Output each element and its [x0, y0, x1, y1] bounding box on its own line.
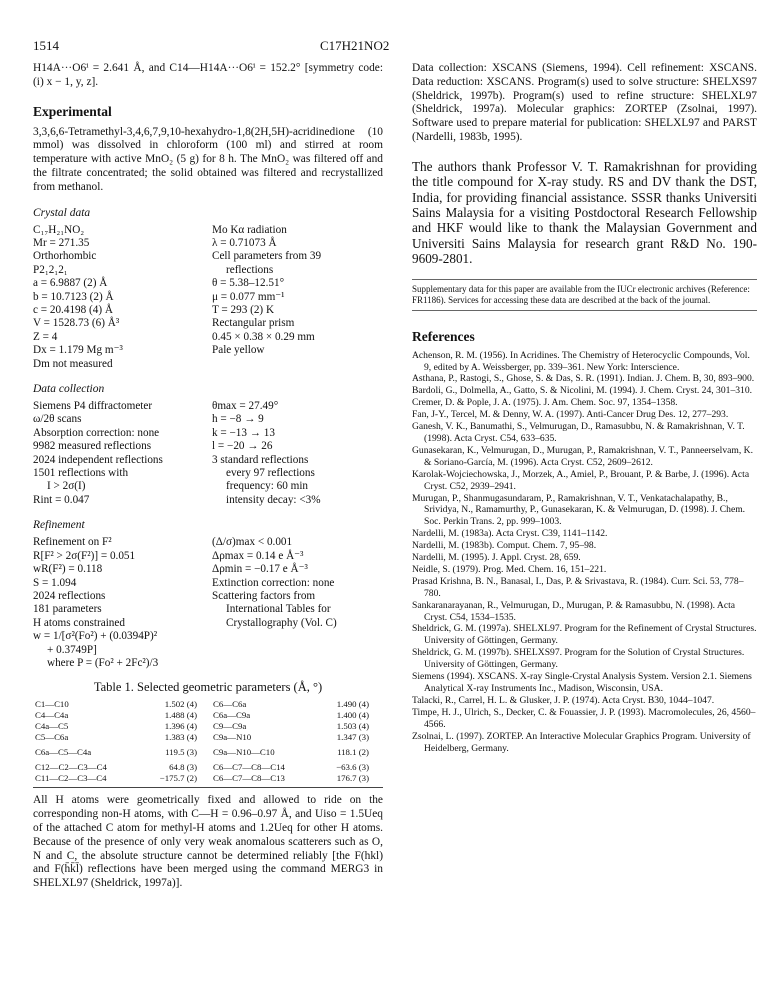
reference-item: Gunasekaran, K., Velmurugan, D., Murugan, P., Ramakrishnan, V. T., Panneerselvam, K. & Soriano-García, M. (1996). Acta Cryst. C52, 2609–2612. [412, 444, 753, 468]
param-line: T = 293 (2) K [212, 304, 275, 317]
param-line: a = 6.9887 (2) Å [33, 277, 108, 290]
reference-item: Nardelli, M. (1983b). Comput. Chem. 7, 95–98. [412, 540, 597, 552]
table-cell: 64.8 (3) [169, 762, 198, 773]
reference-item: Talacki, R., Carrel, H. L. & Glusker, J. P. (1974). Acta Cryst. B30, 1044–1047. [412, 694, 715, 706]
refinement-heading: Refinement [33, 519, 85, 532]
param-line: International Tables for [226, 603, 331, 616]
table-row [33, 732, 383, 743]
table-cell: 1.488 (4) [164, 710, 198, 721]
right-column [412, 62, 757, 754]
table-cell: 1.400 (4) [336, 710, 369, 721]
experimental-text: 3,3,6,6-Tetramethyl-3,4,6,7,9,10-hexahydro-1,8(2H,5H)-acridinedione (10 mmol) was dissolved in chloroform (100 ml) and stirred at room temperature with active MnO₂ (5 g) for 8 h. The MnO₂ was filtered off and the filtrate concentrated; the solid obtained was filtered and recrystallized from methanol. [33, 125, 383, 193]
param-line [212, 644, 383, 657]
table-cell: 1.383 (4) [164, 732, 198, 743]
reference-item: Achenson, R. M. (1956). In Acridines. The Chemistry of Heterocyclic Compounds, Vol. 9, edited by A. Weissberger, pp. 339–361. New York: Interscience. [412, 349, 750, 373]
table-cell: C6a—C9a [213, 710, 251, 721]
param-line: b = 10.7123 (2) Å [33, 290, 114, 303]
table-rule [33, 787, 383, 788]
param-line: Extinction correction: none [212, 576, 335, 589]
param-line: wR(F²) = 0.118 [33, 563, 103, 576]
table-cell: C6—C7—C8—C14 [213, 762, 285, 773]
reference-item: Sheldrick, G. M. (1997b). SHELXS97. Program for the Solution of Crystal Structures. University of Göttingen, Germany. [412, 647, 745, 671]
param-line: 9982 measured reflections [33, 440, 152, 453]
reference-item: Nardelli, M. (1983a). Acta Cryst. C39, 1141–1142. [412, 528, 608, 540]
param-line: Siemens P4 diffractometer [33, 400, 153, 413]
param-line: Scattering factors from [212, 589, 316, 602]
param-line: S = 1.094 [33, 576, 77, 589]
table-cell: 1.502 (4) [164, 699, 198, 710]
table-cell: C9a—N10 [213, 732, 252, 743]
param-line: Δρmin = −0.17 e Å⁻³ [212, 563, 308, 576]
param-line: k = −13 → 13 [212, 426, 275, 439]
reference-item: Karolak-Wojciechowska, J., Morzek, A., Amiel, P., Brouant, P. & Barbe, J. (1996). Acta Cryst. C52, 2939–2941. [412, 468, 750, 492]
param-line: frequency: 60 min [226, 480, 309, 493]
table-cell: C6a—C5—C4a [35, 747, 92, 758]
table-row [33, 710, 383, 721]
crystal-data-heading: Crystal data [33, 206, 91, 219]
table-row [33, 699, 383, 710]
acknowledgement: The authors thank Professor V. T. Ramakrishnan for providing the title compound for X-ray study. RS and DV thank the DST, India, for providing financial assistance. SSSR thanks Universiti Sains Malaysia for a visiting Postdoctoral Research Fellowship and HKF would like to thank the Malaysian Government and Universiti Sains Malaysia for research grant R&D No. 190-9609-2801. [412, 158, 757, 267]
table-row [33, 758, 383, 773]
table-cell: C9—C9a [213, 721, 247, 732]
reference-item: Asthana, P., Rastogi, S., Ghose, S. & Das, S. R. (1991). Indian. J. Chem. B, 30, 893–900. [412, 373, 755, 385]
reference-item: Murugan, P., Shanmugasundaram, P., Ramakrishnan, V. T., Venkatachalapathy, B., Srividya, N., Ramamurthy, P., Gunasekaran, K. & Velmurugan, D. (1998). J. Chem. Soc. Perkin Trans. 2, pp. 999–1003. [412, 492, 746, 528]
param-line: Cell parameters from 39 [212, 250, 322, 263]
param-line: Refinement on F² [33, 536, 112, 549]
param-line: (Δ/σ)max < 0.001 [212, 536, 293, 549]
param-line: 0.45 × 0.38 × 0.29 mm [212, 330, 315, 343]
reference-item: Sankaranarayanan, R., Velmurugan, D., Murugan, P. & Ramasubbu, N. (1998). Acta Cryst. C54, 1534–1535. [412, 599, 736, 623]
param-line: every 97 reflections [226, 467, 315, 480]
param-line: Rectangular prism [212, 317, 295, 330]
table-row [33, 773, 383, 784]
param-line: c = 20.4198 (4) Å [33, 304, 113, 317]
param-line [212, 630, 383, 643]
param-line: Pale yellow [212, 344, 265, 357]
param-line: reflections [226, 263, 274, 276]
table-row [33, 743, 383, 758]
table-cell: −175.7 (2) [159, 773, 198, 784]
param-line: C₁₇H₂₁NO₂ [33, 223, 85, 236]
param-line: w = 1/[σ²(Fo²) + (0.0394P)² [33, 630, 158, 643]
param-line: Dx = 1.179 Mg m⁻³ [33, 344, 123, 357]
reference-item: Fan, J-Y., Tercel, M. & Denny, W. A. (1997). Anti-Cancer Drug Des. 12, 277–293. [412, 409, 729, 421]
param-line: H atoms constrained [33, 616, 125, 629]
param-line: h = −8 → 9 [212, 413, 264, 426]
crystal-data-grid [33, 224, 383, 371]
param-line: Dm not measured [33, 357, 113, 370]
table-cell: C11—C2—C3—C4 [35, 773, 107, 784]
param-line: 3 standard reflections [212, 453, 309, 466]
param-line: 2024 independent reflections [33, 453, 163, 466]
reference-item: Neidle, S. (1979). Prog. Med. Chem. 16, 151–221. [412, 563, 607, 575]
experimental-heading: Experimental [33, 103, 112, 119]
param-line: Mo Kα radiation [212, 223, 287, 236]
reference-item: Sheldrick, G. M. (1997a). SHELXL97. Program for the Refinement of Crystal Structures. University of Göttingen, Germany. [412, 623, 757, 647]
reference-item: Timpe, H. J., Ulrich, S., Decker, C. & Fouassier, J. P. (1993). Macromolecules, 26, 4560–4566. [412, 706, 756, 730]
table-cell: C1—C10 [35, 699, 69, 710]
param-line: 1501 reflections with [33, 467, 129, 480]
param-line: μ = 0.077 mm⁻¹ [212, 290, 285, 303]
geometry-table [33, 699, 383, 784]
param-line: l = −20 → 26 [212, 440, 273, 453]
reference-item: Prasad Krishna, B. N., Banasal, I., Das, P. & Srivastava, R. (1984). Curr. Sci. 53, 778–780. [412, 575, 744, 599]
table-cell: −63.6 (3) [336, 762, 369, 773]
table-title: Table 1. Selected geometric parameters (Å, °) [93, 680, 323, 695]
left-column [33, 62, 383, 891]
param-line: where P = (Fo² + 2Fc²)/3 [47, 656, 159, 669]
intro-text: H14A···O6ⁱ = 2.641 Å, and C14—H14A···O6ⁱ = 152.2° [symmetry code: (i) x − 1, y, z]. [33, 62, 383, 88]
table-cell: C5—C6a [35, 732, 69, 743]
running-head: C17H21NO2 [320, 38, 390, 53]
supplementary-note: Supplementary data for this paper are available from the IUCr electronic archives (Reference: FR1186). Services for accessing these data are described at the back of the journal. [412, 279, 757, 311]
table-cell: C6—C7—C8—C13 [213, 773, 285, 784]
param-line: 2024 reflections [33, 589, 106, 602]
param-line: Δρmax = 0.14 e Å⁻³ [212, 549, 304, 562]
reference-item: Bardoli, G., Dolmella, A., Gatto, S. & Nicolini, M. (1994). J. Chem. Cryst. 24, 301–310. [412, 385, 753, 397]
param-line: λ = 0.71073 Å [212, 236, 277, 249]
table-cell: 1.490 (4) [336, 699, 369, 710]
param-line: I > 2σ(I) [47, 480, 86, 493]
param-line: intensity decay: <3% [226, 493, 321, 506]
param-line: Crystallography (Vol. C) [226, 616, 337, 629]
reference-item: Cremer, D. & Pople, J. A. (1975). J. Am. Chem. Soc. 97, 1354–1358. [412, 397, 678, 409]
references-list [412, 350, 757, 755]
reference-item: Zsolnai, L. (1997). ZORTEP. An Interactive Molecular Graphics Program. University of Heidelberg, Germany. [412, 730, 751, 754]
table-cell: C4—C4a [35, 710, 69, 721]
closing-text: All H atoms were geometrically fixed and allowed to ride on the corresponding non-H atoms, with C—H = 0.96–0.97 Å, and Uiso = 1.5Ueq of the attached C atom for methyl-H atoms and 1.2Ueq for other H atoms. Because of the presence of only very weak anomalous scatterers such as O, N and C, the absolute structure cannot be determined reliably [the F(hkl) and F(h̄k̄l̄) reflections have been merged using the command MERG3 in SHELXL97 (Sheldrick, 1997a)]. [33, 794, 383, 890]
table-cell: 1.503 (4) [336, 721, 369, 732]
reference-item: Ganesh, V. K., Banumathi, S., Velmurugan, D., Ramasubbu, N. & Ramakrishnan, V. T. (1998). Acta Cryst. C54, 633–635. [412, 421, 745, 444]
data-collection-text: Data collection: XSCANS (Siemens, 1994). Cell refinement: XSCANS. Data reduction: XSCANS. Program(s) used to solve structure: SHELXS97 (Sheldrick, 1997b). Program(s) used to refine structure: SHELXL97 (Sheldrick, 1997a). Molecular graphics: ZORTEP (Zsolnai, 1997). Software used to prepare material for publication: SHELXL97 and PARST (Nardelli, 1983b, 1995). [412, 62, 757, 143]
param-line: P2₁2₁2₁ [33, 263, 68, 276]
table-cell: 119.5 (3) [165, 747, 198, 758]
param-line: Absorption correction: none [33, 426, 160, 439]
param-line: R[F² > 2σ(F²)] = 0.051 [33, 549, 136, 562]
table-cell: 1.347 (3) [336, 732, 369, 743]
param-line [212, 358, 383, 371]
refinement-grid [33, 536, 383, 670]
param-line: θ = 5.38–12.51° [212, 277, 285, 290]
table-cell: C9a—N10—C10 [213, 747, 275, 758]
reference-item: Siemens (1994). XSCANS. X-ray Single-Crystal Analysis System. Version 2.1. Siemens Analytical X-ray Instruments Inc., Madison, Wisconsin, USA. [412, 671, 752, 694]
param-line: Orthorhombic [33, 250, 97, 263]
references-heading: References [412, 328, 475, 344]
param-line: Z = 4 [33, 330, 58, 343]
table-row [33, 721, 383, 732]
param-line: θmax = 27.49° [212, 400, 279, 413]
param-line: Mr = 271.35 [33, 236, 90, 249]
param-line [212, 657, 383, 670]
param-line: ω/2θ scans [33, 413, 82, 426]
table-cell: 118.1 (2) [337, 747, 369, 758]
table-cell: C12—C2—C3—C4 [35, 762, 107, 773]
reference-item: Nardelli, M. (1995). J. Appl. Cryst. 28, 659. [412, 552, 581, 564]
param-line: + 0.3749P] [47, 643, 97, 656]
data-collection-grid [33, 400, 383, 507]
param-line: Rint = 0.047 [33, 493, 90, 506]
param-line: V = 1528.73 (6) Å³ [33, 317, 120, 330]
data-collection-heading: Data collection [33, 383, 105, 396]
page-number: 1514 [33, 38, 59, 53]
table-cell: C6—C6a [213, 699, 247, 710]
table-cell: 1.396 (4) [164, 721, 198, 732]
param-line: 181 parameters [33, 603, 102, 616]
table-cell: C4a—C5 [35, 721, 69, 732]
table-cell: 176.7 (3) [336, 773, 369, 784]
